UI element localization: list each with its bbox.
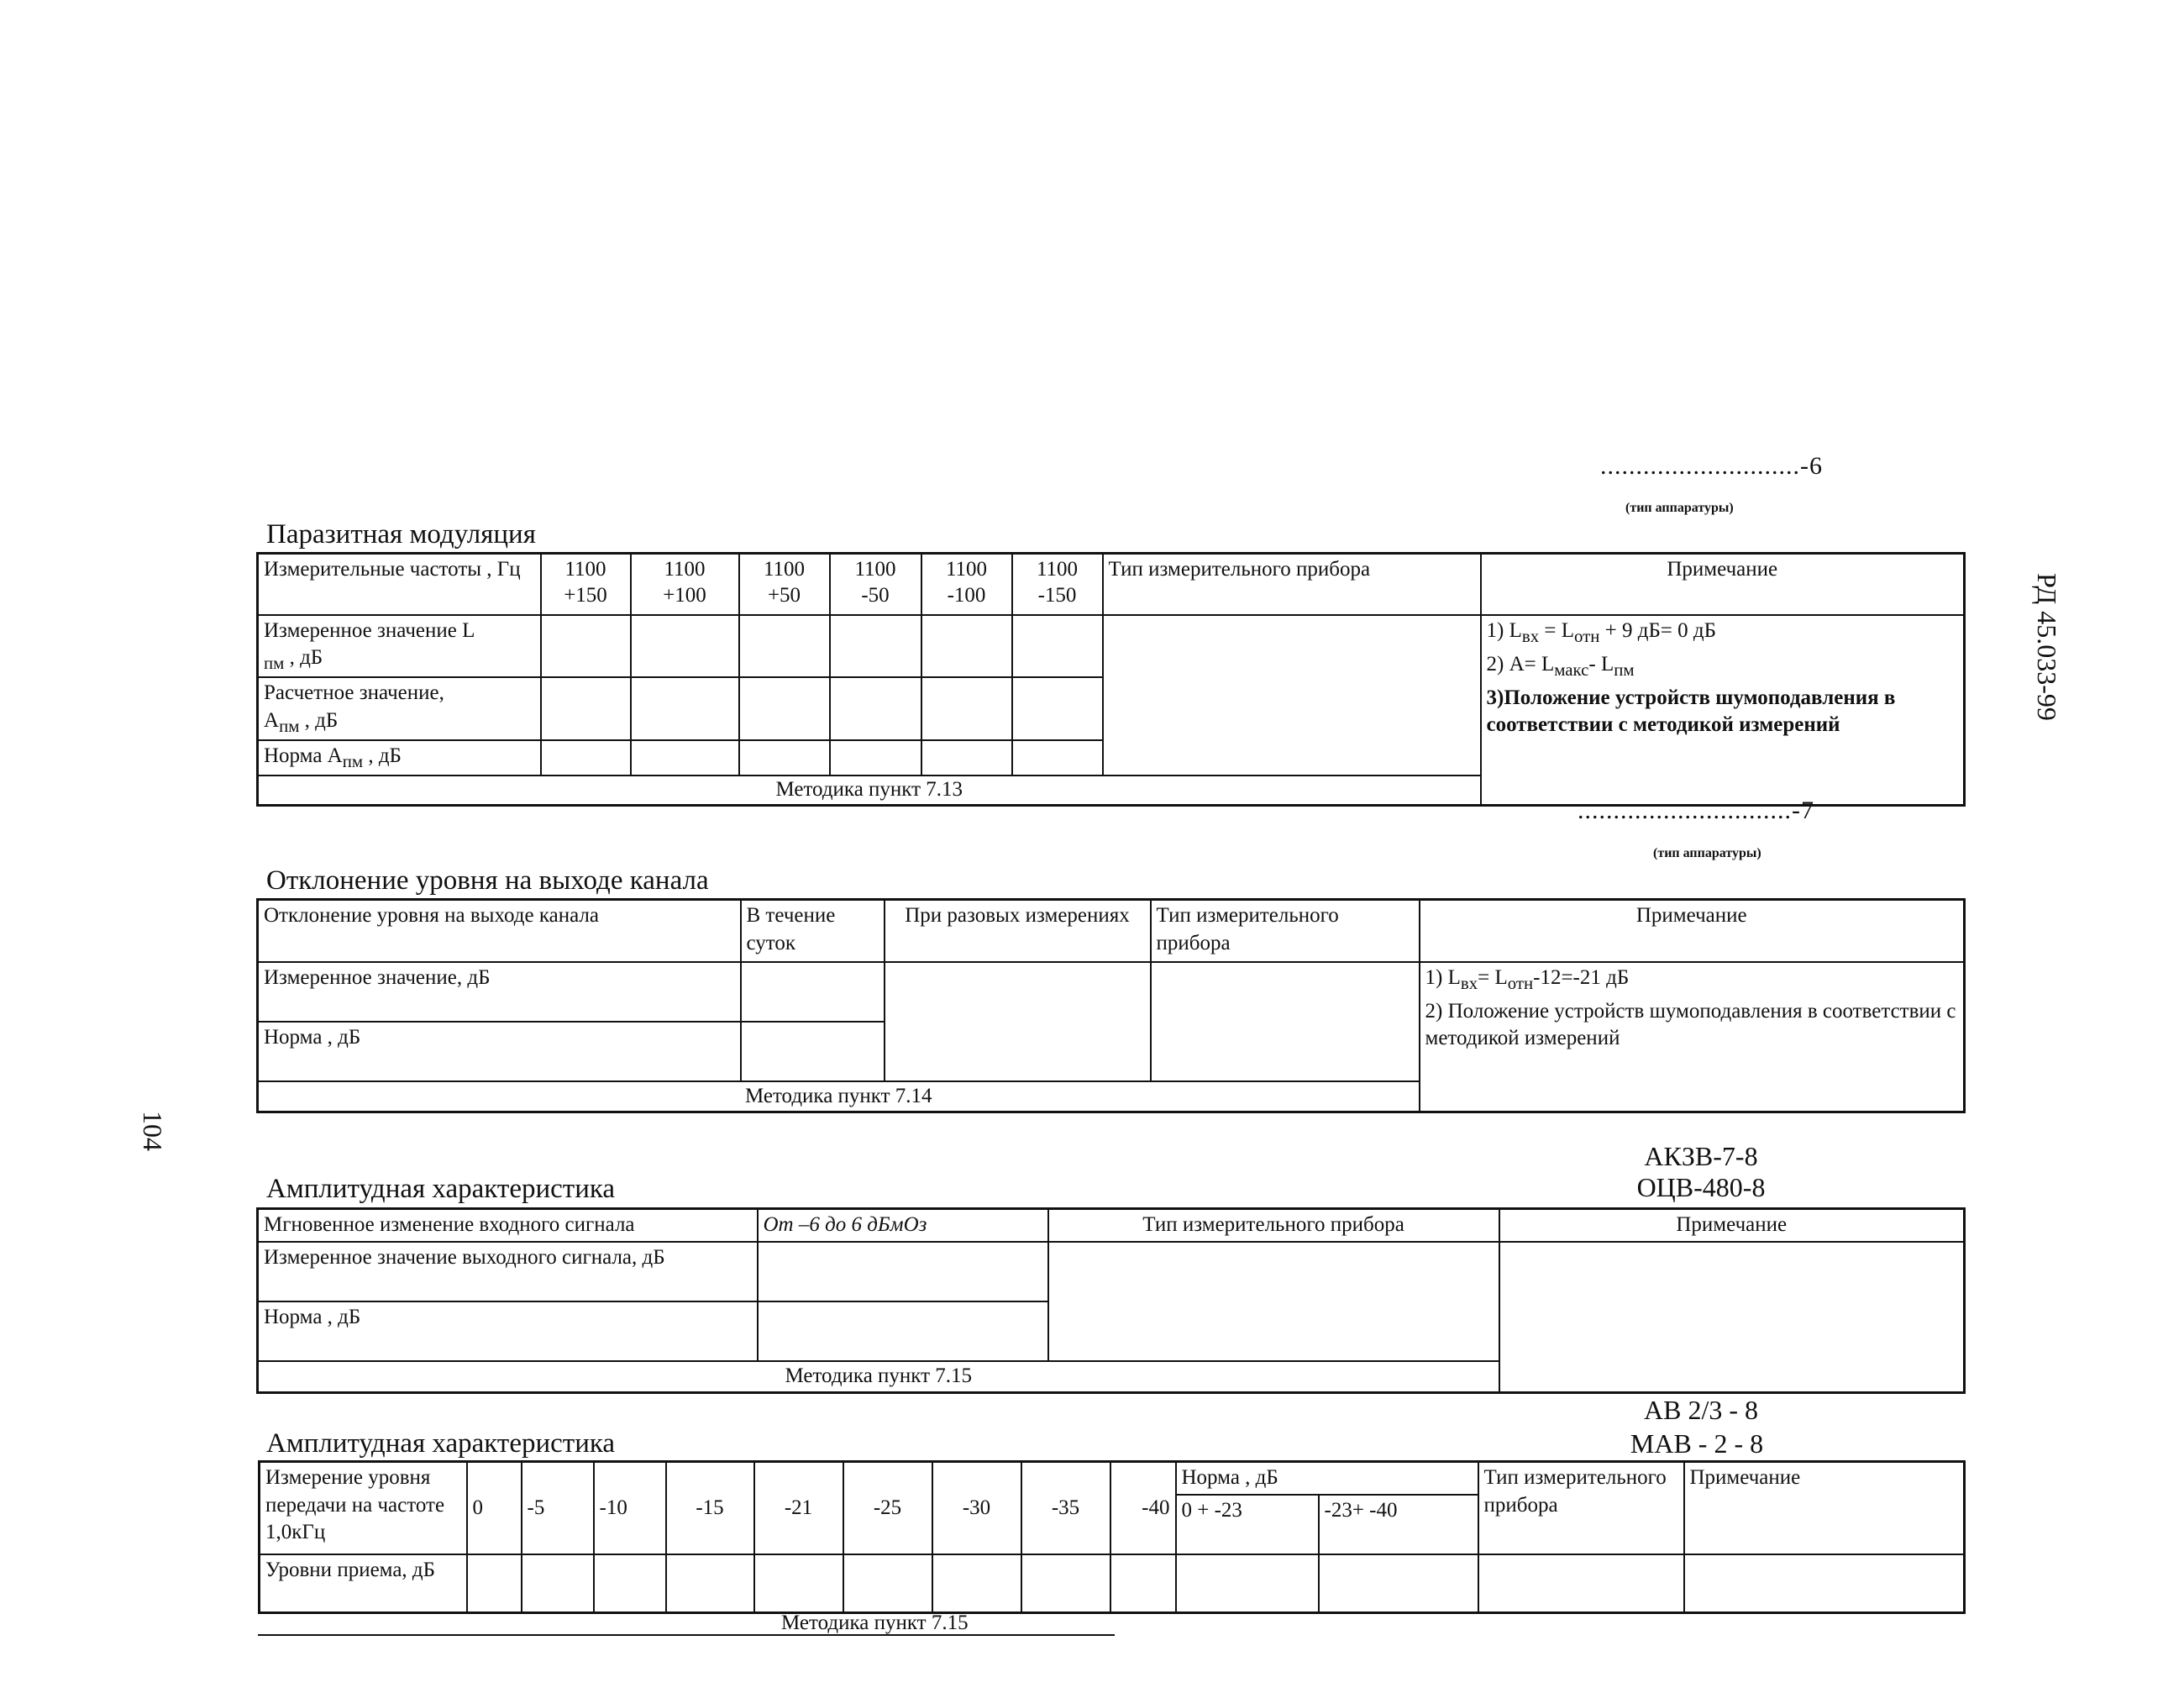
freq-bottom: -150 <box>1037 584 1077 607</box>
level-minus-35: -35 <box>1021 1462 1110 1554</box>
apparatus-code-akzv: АКЗВ-7-8 <box>1644 1141 1758 1171</box>
row-unit: , дБ <box>284 646 323 669</box>
header-device-type: Тип измерительного прибора <box>1151 900 1420 962</box>
bottom-rule <box>258 1634 1115 1636</box>
cell-input[interactable] <box>885 962 1151 1081</box>
row-label: Измеренное значение L <box>264 618 475 642</box>
apparatus-code-ocv: ОЦВ-480-8 <box>1636 1172 1766 1202</box>
row-label: Расчетное значение, <box>264 681 444 705</box>
freq-top: 1100 <box>854 558 896 581</box>
norm-range-1: 0 + -23 <box>1176 1495 1319 1554</box>
apparatus-code-av: АВ 2/3 - 8 <box>1644 1395 1758 1425</box>
cell-input[interactable] <box>830 677 921 740</box>
cell-input[interactable] <box>1012 740 1103 776</box>
table-row <box>258 962 1965 1022</box>
row-unit: , дБ <box>363 744 402 767</box>
cell-input[interactable] <box>830 740 921 776</box>
apparatus-line-1: ............................-6 <box>1600 452 1823 480</box>
cell-input[interactable] <box>1176 1554 1319 1613</box>
row-unit: , дБ <box>299 708 339 732</box>
freq-top: 1100 <box>763 558 806 581</box>
section-title-level-deviation: Отклонение уровня на выходе канала <box>266 865 709 896</box>
cell-input[interactable] <box>522 1554 594 1613</box>
note-1 <box>1487 618 1959 648</box>
freq-top: 1100 <box>945 558 988 581</box>
method-reference: Методика пункт 7.13 <box>258 776 1481 806</box>
cell-input[interactable] <box>631 615 739 678</box>
header-freq-1 <box>541 554 631 615</box>
level-minus-5: -5 <box>522 1462 594 1554</box>
header-measurement-frequencies: Измерительные частоты , Гц <box>258 554 541 615</box>
header-note: Примечание <box>1684 1462 1965 1554</box>
freq-bottom: +100 <box>663 584 706 607</box>
table-row <box>260 1554 1965 1613</box>
note-text: 1) L <box>1425 965 1461 989</box>
header-range: От –6 до 6 дБмОз <box>758 1209 1048 1242</box>
note-text: + 9 дБ= 0 дБ <box>1599 618 1716 642</box>
row-norm <box>258 740 541 776</box>
cell-input[interactable] <box>594 1554 666 1613</box>
cell-input[interactable] <box>921 740 1012 776</box>
level-minus-10: -10 <box>594 1462 666 1554</box>
cell-input[interactable] <box>666 1554 754 1613</box>
norm-range-2: -23+ -40 <box>1319 1495 1478 1554</box>
header-freq-5 <box>921 554 1012 615</box>
doc-code <box>2031 573 2062 721</box>
table-row <box>258 1209 1965 1242</box>
method-reference: Методика пункт 7.15 <box>258 1361 1499 1393</box>
cell-input[interactable] <box>754 1554 843 1613</box>
header-freq-3 <box>739 554 830 615</box>
note-text: 1) L <box>1486 618 1522 642</box>
apparatus-label-2: (тип аппаратуры) <box>1653 846 1761 860</box>
freq-top: 1100 <box>664 558 706 581</box>
header-freq-6 <box>1012 554 1103 615</box>
parasitic-modulation-table <box>256 552 1966 807</box>
note-sub: макс <box>1554 659 1589 680</box>
row-receive-levels: Уровни приема, дБ <box>260 1554 467 1613</box>
note-text: 2) А= L <box>1486 652 1555 676</box>
cell-input[interactable] <box>739 740 830 776</box>
row-subscript: пм <box>342 750 364 771</box>
page-number-text: 104 <box>138 1111 168 1151</box>
row-calculated-value <box>258 677 541 740</box>
freq-bottom: -50 <box>861 584 890 607</box>
note-text: = L <box>1539 618 1574 642</box>
cell-input[interactable] <box>843 1554 932 1613</box>
cell-input[interactable] <box>1012 677 1103 740</box>
cell-input[interactable] <box>1319 1554 1478 1613</box>
note-2 <box>1487 651 1959 681</box>
level-minus-30: -30 <box>932 1462 1021 1554</box>
device-type-cell[interactable] <box>1103 615 1481 776</box>
note-sub: вх <box>1460 972 1478 993</box>
row-measured-value <box>258 615 541 678</box>
header-device-type: Тип измерительного прибора <box>1478 1462 1684 1554</box>
header-note: Примечание <box>1420 900 1965 962</box>
table-row <box>260 1462 1965 1495</box>
level-minus-25: -25 <box>843 1462 932 1554</box>
page-number <box>137 1111 168 1151</box>
header-norm: Норма , дБ <box>1176 1462 1478 1495</box>
note-sub: отн <box>1507 972 1534 993</box>
note-1 <box>1425 965 1959 995</box>
row-norm: Норма , дБ <box>258 1022 741 1081</box>
notes-cell <box>1481 615 1965 806</box>
header-level-deviation: Отклонение уровня на выходе канала <box>258 900 741 962</box>
freq-bottom: -100 <box>947 584 986 607</box>
header-note: Примечание <box>1481 554 1965 615</box>
header-input-signal-change: Мгновенное изменение входного сигнала <box>258 1209 758 1242</box>
cell-input[interactable] <box>739 615 830 678</box>
cell-input[interactable] <box>631 740 739 776</box>
device-type-cell[interactable] <box>1048 1242 1499 1361</box>
method-reference-4: Методика пункт 7.15 <box>781 1612 969 1634</box>
cell-input[interactable] <box>921 615 1012 678</box>
device-type-cell[interactable] <box>1151 962 1420 1081</box>
level-0: 0 <box>467 1462 522 1554</box>
apparatus-line-2: ..............................-7 <box>1578 797 1814 824</box>
cell-input[interactable] <box>932 1554 1021 1613</box>
cell-input[interactable] <box>541 740 631 776</box>
cell-input[interactable] <box>830 615 921 678</box>
cell-input[interactable] <box>739 677 830 740</box>
level-deviation-table <box>256 898 1966 1113</box>
cell-input[interactable] <box>1684 1554 1965 1613</box>
cell-input[interactable] <box>541 615 631 678</box>
apparatus-label-1: (тип аппаратуры) <box>1625 501 1734 515</box>
cell-input[interactable] <box>921 677 1012 740</box>
table-row <box>258 900 1965 962</box>
cell-input[interactable] <box>1021 1554 1110 1613</box>
cell-input[interactable] <box>758 1242 1048 1301</box>
amplitude-characteristic-table-1 <box>256 1207 1966 1394</box>
freq-top: 1100 <box>1036 558 1079 581</box>
freq-bottom: +50 <box>767 584 801 607</box>
cell-input[interactable] <box>741 1022 885 1081</box>
notes-cell[interactable] <box>1499 1242 1965 1393</box>
cell-input[interactable] <box>1478 1554 1684 1613</box>
row-label: Норма А <box>264 744 343 767</box>
cell-input[interactable] <box>631 677 739 740</box>
header-single-measurements: При разовых измерениях <box>885 900 1151 962</box>
note-text: = L <box>1478 965 1508 989</box>
header-device-type: Тип измерительного прибора <box>1048 1209 1499 1242</box>
table-row <box>258 1242 1965 1301</box>
note-text: -12=-21 дБ <box>1533 965 1630 989</box>
note-sub: пм <box>1614 659 1635 680</box>
cell-input[interactable] <box>758 1301 1048 1361</box>
cell-input[interactable] <box>467 1554 522 1613</box>
row-norm: Норма , дБ <box>258 1301 758 1361</box>
header-transmission-level: Измерение уровня передачи на частоте 1,0кГц <box>260 1462 467 1554</box>
level-minus-15: -15 <box>666 1462 754 1554</box>
header-freq-2 <box>631 554 739 615</box>
table-row <box>258 554 1965 615</box>
cell-input[interactable] <box>1012 615 1103 678</box>
freq-top: 1100 <box>564 558 606 581</box>
section-title-amplitude-2: Амплитудная характеристика <box>266 1428 616 1459</box>
cell-input[interactable] <box>541 677 631 740</box>
section-title-parasitic-modulation: Паразитная модуляция <box>266 519 536 549</box>
row-subscript: пм <box>279 715 300 736</box>
doc-code-text: РД 45.033-99 <box>2032 573 2062 721</box>
row-subscript: пм <box>264 653 285 673</box>
note-sub: вх <box>1521 625 1540 646</box>
freq-bottom: +150 <box>564 584 607 607</box>
row-measured-output: Измеренное значение выходного сигнала, дБ <box>258 1242 758 1301</box>
cell-input[interactable] <box>1110 1554 1176 1613</box>
level-minus-21: -21 <box>754 1462 843 1554</box>
note-3: 3)Положение устройств шумоподавления в соответствии с методикой измерений <box>1486 686 1896 737</box>
header-freq-4 <box>830 554 921 615</box>
cell-input[interactable] <box>741 962 885 1022</box>
note-text: - L <box>1588 652 1614 676</box>
row-label: А <box>264 708 280 732</box>
apparatus-code-mav: МАВ - 2 - 8 <box>1630 1428 1764 1459</box>
level-minus-40: -40 <box>1110 1462 1176 1554</box>
method-reference: Методика пункт 7.14 <box>258 1081 1420 1112</box>
notes-cell <box>1420 962 1965 1112</box>
note-2: 2) Положение устройств шумоподавления в соответствии с методикой измерений <box>1425 999 1956 1050</box>
row-measured-value: Измеренное значение, дБ <box>258 962 741 1022</box>
header-device-type: Тип измерительного прибора <box>1103 554 1481 615</box>
table-row <box>258 615 1965 678</box>
header-daily: В течение суток <box>741 900 885 962</box>
header-note: Примечание <box>1499 1209 1965 1242</box>
section-title-amplitude-1: Амплитудная характеристика <box>266 1174 616 1204</box>
note-sub: отн <box>1573 625 1600 646</box>
amplitude-characteristic-table-2 <box>258 1460 1966 1614</box>
